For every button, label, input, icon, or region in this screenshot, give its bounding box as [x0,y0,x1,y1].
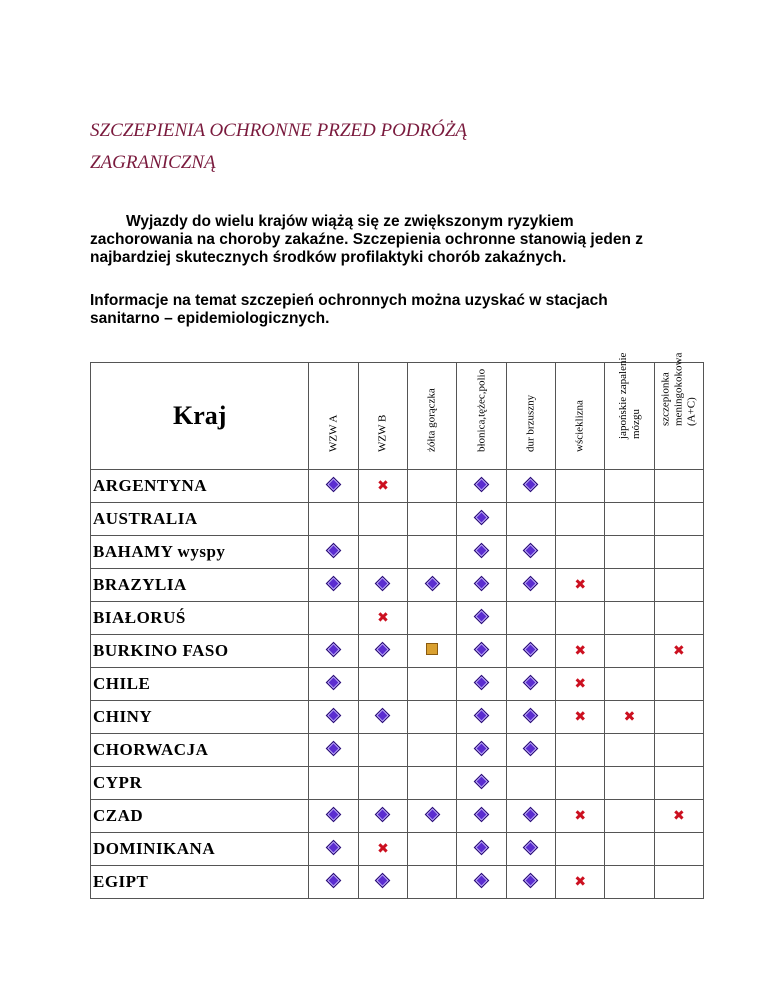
table-cell [506,734,555,767]
country-name: CHILE [91,668,309,701]
diamond-icon [326,642,342,658]
table-cell [457,800,506,833]
country-name: DOMINIKANA [91,833,309,866]
diamond-icon [523,741,539,757]
table-cell [358,866,407,899]
table-row [91,800,704,833]
info-paragraph: Informacje na temat szczepień ochronnych można uzyskać w stacjach sanitarno – epidemiologicznych. [90,292,608,327]
column-header-diphtheria-tetanus-polio: błonica,tężec,polio [457,363,506,470]
diamond-icon [326,543,342,559]
table-cell [506,503,555,536]
diamond-icon [326,576,342,592]
table-cell [309,734,358,767]
table-cell [506,470,555,503]
table-row [91,602,704,635]
table-cell [654,470,703,503]
table-cell [358,503,407,536]
table-cell [358,701,407,734]
table-cell [457,602,506,635]
cross-icon: ✖ [377,841,389,857]
cross-icon: ✖ [574,643,587,659]
table-cell [654,800,703,833]
diamond-icon [424,576,440,592]
country-name: CHINY [91,701,309,734]
table-cell [605,635,654,668]
table-cell [654,767,703,800]
diamond-icon [474,510,490,526]
table-cell [556,602,605,635]
diamond-icon [375,873,391,889]
table-cell [457,536,506,569]
table-cell [408,503,457,536]
table-row [91,503,704,536]
table-row [91,833,704,866]
table-cell [605,470,654,503]
cross-icon: ✖ [574,874,587,890]
table-cell [358,668,407,701]
table-cell [457,569,506,602]
table-cell [506,833,555,866]
table-cell [654,866,703,899]
diamond-icon [474,708,490,724]
diamond-icon [474,642,490,658]
table-cell [654,734,703,767]
table-cell [556,503,605,536]
diamond-icon [474,576,490,592]
table-cell [506,536,555,569]
country-name: BURKINO FASO [91,635,309,668]
table-cell [556,470,605,503]
table-cell [605,800,654,833]
table-cell [309,602,358,635]
diamond-icon [326,840,342,856]
country-name: CZAD [91,800,309,833]
table-cell [556,767,605,800]
diamond-icon [523,642,539,658]
table-cell [457,767,506,800]
diamond-icon [523,477,539,493]
table-cell [358,635,407,668]
diamond-icon [474,675,490,691]
table-cell [556,800,605,833]
country-name: BRAZYLIA [91,569,309,602]
table-cell [654,602,703,635]
diamond-icon [424,807,440,823]
diamond-icon [326,741,342,757]
table-cell [556,668,605,701]
square-icon [426,643,438,655]
diamond-icon [523,807,539,823]
table-cell [654,569,703,602]
column-header-yellow-fever: żółta gorączka [408,363,457,470]
vaccination-table [90,352,704,899]
cross-icon: ✖ [574,577,587,593]
table-cell [556,866,605,899]
table-cell [506,668,555,701]
table-cell [457,635,506,668]
table-cell [457,734,506,767]
table-row [91,866,704,899]
diamond-icon [523,675,539,691]
table-cell [457,503,506,536]
table-row [91,470,704,503]
table-cell [506,767,555,800]
table-cell [309,569,358,602]
table-cell [309,767,358,800]
table-row [91,536,704,569]
table-cell [408,668,457,701]
table-cell [457,470,506,503]
diamond-icon [474,477,490,493]
table-header-row [91,363,704,470]
table-cell [408,536,457,569]
table-cell [457,668,506,701]
diamond-icon [326,807,342,823]
table-cell [309,668,358,701]
table-cell [556,833,605,866]
table-cell [654,503,703,536]
table-cell [408,833,457,866]
column-header-japanese-encephalitis: japońskie zapalenie mózgu [605,363,654,470]
table-cell [556,701,605,734]
table-cell [358,800,407,833]
diamond-icon [326,675,342,691]
table-row [91,767,704,800]
country-name: AUSTRALIA [91,503,309,536]
diamond-icon [474,840,490,856]
table-row [91,569,704,602]
table-cell [457,866,506,899]
table-cell [358,470,407,503]
table-cell [309,833,358,866]
table-cell [358,767,407,800]
table-row [91,701,704,734]
table-cell [408,470,457,503]
table-cell [309,635,358,668]
table-cell [408,635,457,668]
table-cell [358,833,407,866]
country-name: ARGENTYNA [91,470,309,503]
cross-icon: ✖ [574,709,587,725]
column-header-typhoid: dur brzuszny [506,363,555,470]
table-cell [654,536,703,569]
table-cell [408,701,457,734]
table-cell [556,635,605,668]
diamond-icon [375,807,391,823]
column-header-wzw-a: WZW A [309,363,358,470]
diamond-icon [474,741,490,757]
table-cell [358,602,407,635]
diamond-icon [474,774,490,790]
country-name: CHORWACJA [91,734,309,767]
table-cell [408,800,457,833]
table-cell [556,734,605,767]
table-cell [605,536,654,569]
diamond-icon [523,840,539,856]
table-cell [556,569,605,602]
table-cell [408,866,457,899]
table-cell [408,569,457,602]
table-cell [605,668,654,701]
table-cell [309,536,358,569]
diamond-icon [326,873,342,889]
table-cell [358,569,407,602]
page-title-line2: ZAGRANICZNĄ [90,152,216,173]
diamond-icon [375,576,391,592]
table-row [91,635,704,668]
cross-icon: ✖ [377,610,389,626]
table-cell [605,833,654,866]
intro-paragraph: Wyjazdy do wielu krajów wiążą się ze zwiększonym ryzykiem zachorowania na choroby zakaźne. Szczepienia ochronne stanowią jeden z najbardziej skutecznych środków profilaktyki chorób zakaźnych. [90,213,643,266]
diamond-icon [375,642,391,658]
table-cell [309,701,358,734]
table-cell [358,536,407,569]
diamond-icon [523,543,539,559]
diamond-icon [474,873,490,889]
cross-icon: ✖ [574,676,587,692]
table-row [91,734,704,767]
page-title-line1: SZCZEPIENIA OCHRONNE PRZED PODRÓŻĄ [90,120,468,141]
table-cell [506,602,555,635]
table-cell [309,470,358,503]
table-cell [506,569,555,602]
table-cell [654,635,703,668]
diamond-icon [375,708,391,724]
diamond-icon [523,708,539,724]
diamond-icon [326,477,342,493]
table-cell [506,635,555,668]
table-cell [605,569,654,602]
table-cell [654,701,703,734]
column-header-rabies: wścieklizna [556,363,605,470]
table-cell [605,866,654,899]
cross-icon: ✖ [623,709,636,725]
diamond-icon [474,807,490,823]
cross-icon: ✖ [672,643,685,659]
table-cell [605,602,654,635]
table-cell [457,833,506,866]
table-cell [556,536,605,569]
table-cell [309,866,358,899]
table-cell [408,767,457,800]
table-cell [309,800,358,833]
column-header-wzw-b: WZW B [358,363,407,470]
table-cell [506,866,555,899]
country-name: BIAŁORUŚ [91,602,309,635]
table-cell [457,701,506,734]
table-cell [309,503,358,536]
diamond-icon [326,708,342,724]
table-cell [605,503,654,536]
country-column-header: Kraj [91,363,309,470]
table-cell [408,734,457,767]
table-cell [358,734,407,767]
country-name: EGIPT [91,866,309,899]
cross-icon: ✖ [574,808,587,824]
table-row [91,668,704,701]
table-cell [605,734,654,767]
diamond-icon [523,576,539,592]
country-name: CYPR [91,767,309,800]
table-cell [408,602,457,635]
cross-icon: ✖ [672,808,685,824]
table-cell [654,833,703,866]
country-name: BAHAMY wyspy [91,536,309,569]
cross-icon: ✖ [377,478,389,494]
diamond-icon [474,609,490,625]
diamond-icon [523,873,539,889]
table-cell [605,767,654,800]
table-cell [654,668,703,701]
table-cell [506,800,555,833]
column-header-meningococcal: szczepionka meningokokowa (A+C) [654,363,703,470]
table-cell [506,701,555,734]
diamond-icon [474,543,490,559]
table-cell [605,701,654,734]
